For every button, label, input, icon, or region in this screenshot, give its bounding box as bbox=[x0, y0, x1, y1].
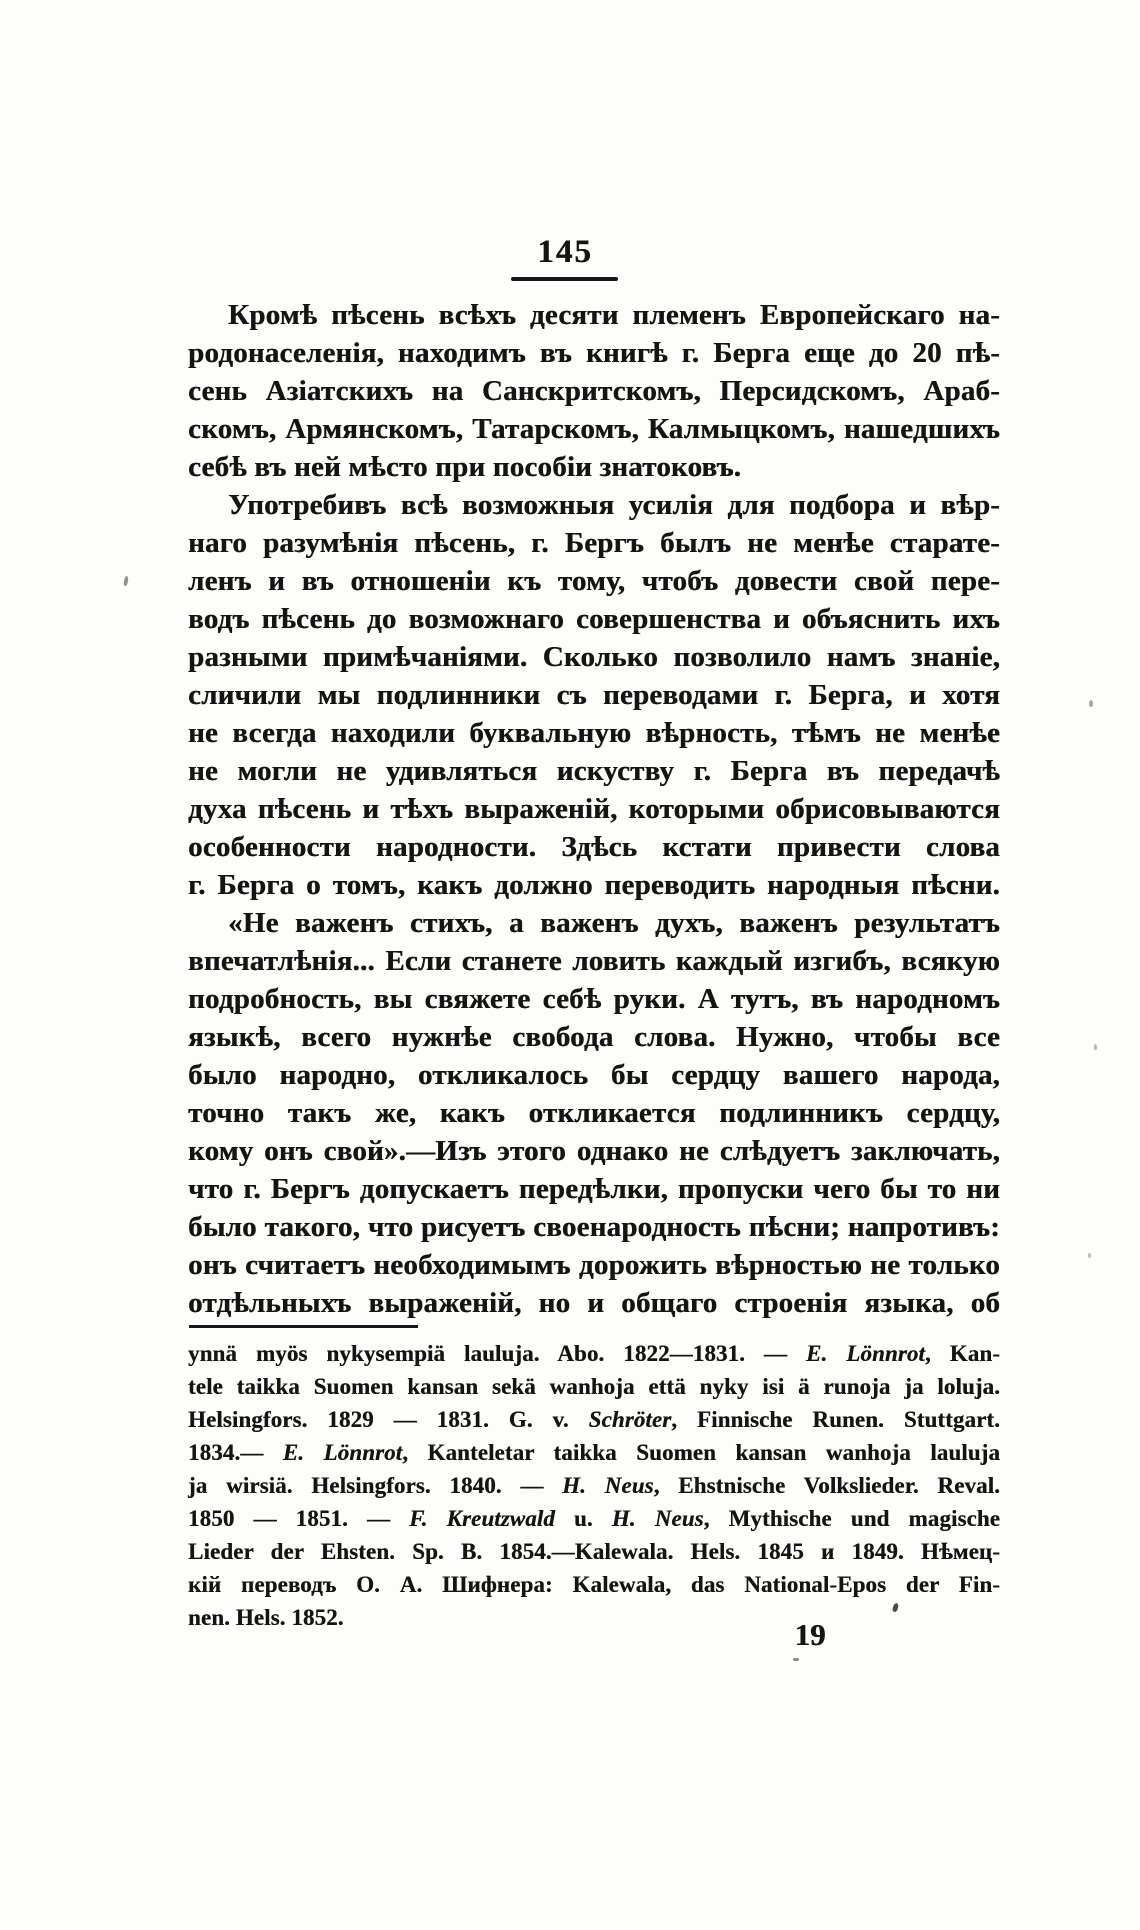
page-number: 145 bbox=[537, 234, 593, 270]
footnote-line bbox=[188, 1436, 1000, 1469]
footnote-segment: Lieder der Ehsten. Sp. B. 1854.—Kalewala. Hels. 1845 и 1849. Нѣмец- bbox=[188, 1539, 1000, 1564]
footnote-author-italic: F. Kreutzwald bbox=[409, 1506, 555, 1531]
text-line: ленъ и въ отношеніи къ тому, чтобъ довести свой пере- bbox=[188, 565, 1000, 597]
footnote-text bbox=[188, 1337, 1000, 1634]
scan-speck bbox=[1088, 1253, 1091, 1258]
text-line: скомъ, Армянскомъ, Татарскомъ, Калмыцкомъ, нашедшихъ bbox=[188, 413, 1000, 445]
footnote-segment: tele taikka Suomen kansan sekä wanhoja että nyky isi ä runoja ja loluja. bbox=[188, 1374, 1000, 1399]
text-line: себѣ въ ней мѣсто при пособіи знатоковъ. bbox=[188, 451, 742, 483]
text-line: водъ пѣсень до возможнаго совершенства и объяснить ихъ bbox=[188, 603, 1000, 635]
paragraph bbox=[188, 904, 1000, 1322]
text-line: отдѣльныхъ выраженій, но и общаго строенія языка, об bbox=[188, 1287, 1000, 1319]
footnote-line bbox=[188, 1568, 1000, 1601]
text-line: наго разумѣнія пѣсень, г. Бергъ былъ не менѣе старате- bbox=[188, 527, 1000, 559]
text-line: сень Азіатскихъ на Санскритскомъ, Персидскомъ, Араб- bbox=[188, 375, 1000, 407]
footnote-segment: , Kanteletar taikka Suomen kansan wanhoja lauluja bbox=[402, 1440, 1000, 1465]
text-line: было народно, откликалось бы сердцу вашего народа, bbox=[188, 1059, 1000, 1091]
text-line: особенности народности. Здѣсь кстати привести слова bbox=[188, 831, 1000, 863]
footnote-line bbox=[188, 1370, 1000, 1403]
text-line: не могли не удивляться искуству г. Берга въ передачѣ bbox=[188, 755, 1000, 787]
paragraph bbox=[188, 486, 1000, 904]
paragraph bbox=[188, 296, 1000, 486]
text-line: не всегда находили буквальную вѣрность, тѣмъ не менѣе bbox=[188, 717, 1000, 749]
text-line: «Не важенъ стихъ, а важенъ духъ, важенъ результатъ bbox=[228, 907, 1000, 939]
text-line: сличили мы подлинники съ переводами г. Берга, и хотя bbox=[188, 679, 1000, 711]
footnote-segment: nen. Hels. 1852. bbox=[188, 1605, 344, 1630]
footnote-segment: , Mythische und magische bbox=[703, 1506, 1000, 1531]
signature-number: 19 bbox=[794, 1617, 826, 1652]
footnote-line bbox=[188, 1535, 1000, 1568]
text-line: онъ считаетъ необходимымъ дорожить вѣрностью не только bbox=[188, 1249, 1000, 1281]
text-line: духа пѣсень и тѣхъ выраженій, которыми обрисовываются bbox=[188, 793, 1000, 825]
footnote-segment: , Ehstnische Volkslieder. Reval. bbox=[653, 1473, 1000, 1498]
text-line: г. Берга о томъ, какъ должно переводить народныя пѣсни. bbox=[188, 869, 1000, 901]
footnote-author-italic: H. Neus bbox=[611, 1506, 704, 1531]
footnote-rule bbox=[189, 1325, 418, 1328]
page-number-rule bbox=[511, 277, 618, 281]
footnote-segment: u. bbox=[554, 1506, 612, 1531]
text-line: языкѣ, всего нужнѣе свобода слова. Нужно, чтобы все bbox=[188, 1021, 1000, 1053]
footnote-line bbox=[188, 1502, 1000, 1535]
text-line: было такого, что рисуетъ своенародность пѣсни; напротивъ: bbox=[188, 1211, 1000, 1243]
main-text bbox=[188, 296, 1000, 1322]
footnote-author-italic: E. Lönnrot bbox=[806, 1341, 925, 1366]
footnote-segment: ja wirsiä. Helsingfors. 1840. — bbox=[188, 1473, 563, 1498]
footnote-line bbox=[188, 1469, 1000, 1502]
footnote-author-italic: H. Neus bbox=[562, 1473, 654, 1498]
scan-speck bbox=[1094, 1044, 1097, 1050]
footnote-segment: 1834.— bbox=[188, 1440, 283, 1465]
text-line: Употребивъ всѣ возможныя усилія для подбора и вѣр- bbox=[228, 489, 1000, 521]
footnote-line bbox=[188, 1601, 1000, 1634]
footnote-segment: кій переводъ О. А. Шифнера: Kalewala, das National-Epos der Fin- bbox=[188, 1572, 1000, 1597]
scan-speck bbox=[1089, 700, 1093, 707]
footnote-segment: 1850 — 1851. — bbox=[188, 1506, 410, 1531]
footnote-segment: Helsingfors. 1829 — 1831. G. v. bbox=[188, 1407, 589, 1432]
text-line: родонаселенія, находимъ въ книгѣ г. Берга еще до 20 пѣ- bbox=[188, 337, 1000, 369]
text-line: Кромѣ пѣсень всѣхъ десяти племенъ Европейскаго на- bbox=[228, 299, 1000, 331]
text-line: кому онъ свой».—Изъ этого однако не слѣдуетъ заключать, bbox=[188, 1135, 1000, 1167]
text-line: что г. Бергъ допускаетъ передѣлки, пропуски чего бы то ни bbox=[188, 1173, 1000, 1205]
footnote-line bbox=[188, 1403, 1000, 1436]
text-line: точно такъ же, какъ откликается подлинникъ сердцу, bbox=[188, 1097, 1000, 1129]
footnote-line bbox=[188, 1337, 1000, 1370]
text-line: впечатлѣнія... Если станете ловить каждый изгибъ, всякую bbox=[188, 945, 1000, 977]
text-line: подробность, вы свяжете себѣ руки. А тутъ, въ народномъ bbox=[188, 983, 1000, 1015]
footnote-segment: , Kan- bbox=[924, 1341, 1000, 1366]
scan-speck bbox=[123, 576, 129, 587]
footnote-author-italic: Schröter bbox=[588, 1407, 672, 1432]
footnote-segment: ynnä myös nykysempiä lauluja. Abo. 1822—1831. — bbox=[188, 1341, 806, 1366]
footnote-segment: , Finnische Runen. Stuttgart. bbox=[671, 1407, 1000, 1432]
text-line: разными примѣчаніями. Сколько позволило намъ знаніе, bbox=[188, 641, 1000, 673]
footnote-author-italic: E. Lönnrot bbox=[282, 1440, 403, 1465]
scan-speck bbox=[793, 1658, 799, 1661]
